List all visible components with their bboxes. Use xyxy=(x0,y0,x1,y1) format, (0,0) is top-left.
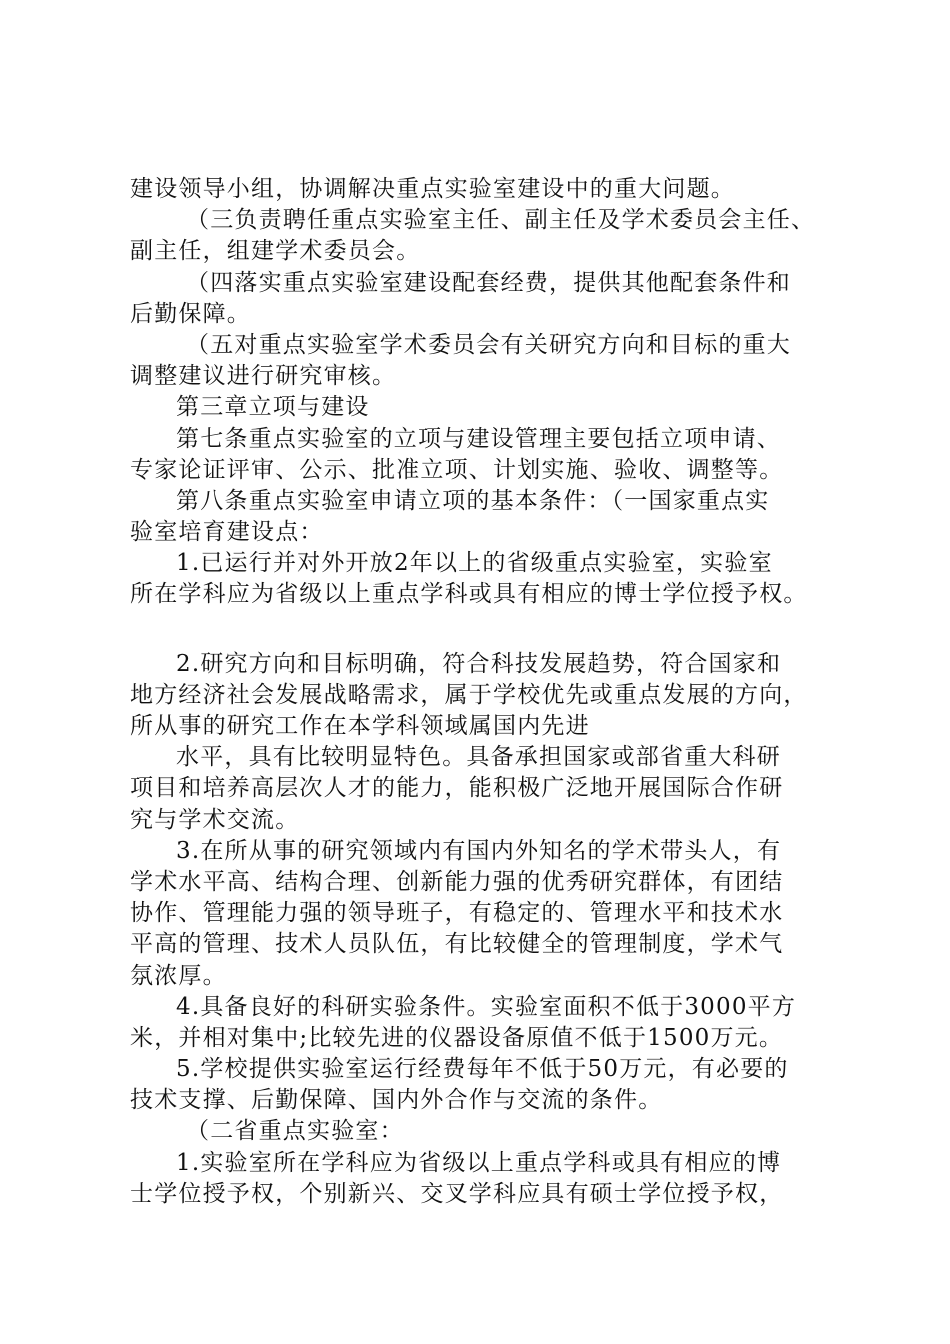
text-line: 1.实验室所在学科应为省级以上重点学科或具有相应的博 xyxy=(176,1149,782,1176)
text-line: 项目和培养高层次人才的能力，能积极广泛地开展国际合作研 xyxy=(130,775,784,802)
chapter-heading: 第三章立项与建设 xyxy=(176,394,370,421)
text-line: 第七条重点实验室的立项与建设管理主要包括立项申请、 xyxy=(176,425,781,452)
text-line: 士学位授予权，个别新兴、交叉学科应具有硕士学位授予权， xyxy=(130,1180,784,1207)
text-line: 究与学术交流。 xyxy=(130,806,300,833)
text-line: 地方经济社会发展战略需求，属于学校优先或重点发展的方向， xyxy=(130,681,808,708)
text-line: 学术水平高、结构合理、创新能力强的优秀研究群体，有团结 xyxy=(130,868,784,895)
text-line: 平高的管理、技术人员队伍，有比较健全的管理制度，学术气 xyxy=(130,931,784,958)
text-line: 协作、管理能力强的领导班子，有稳定的、管理水平和技术水 xyxy=(130,900,784,927)
text-line: 2.研究方向和目标明确，符合科技发展趋势，符合国家和 xyxy=(176,650,782,677)
document-body xyxy=(130,174,850,1210)
text-line: 4.具备良好的科研实验条件。实验室面积不低于3000平方 xyxy=(176,993,797,1020)
text-line: 后勤保障。 xyxy=(130,300,251,327)
text-line: （二省重点实验室： xyxy=(186,1118,404,1145)
text-line: 技术支撑、后勤保障、国内外合作与交流的条件。 xyxy=(130,1087,663,1114)
text-line: 调整建议进行研究审核。 xyxy=(130,363,397,390)
text-line: （三负责聘任重点实验室主任、副主任及学术委员会主任、 xyxy=(186,207,816,234)
text-line: （五对重点实验室学术委员会有关研究方向和目标的重大 xyxy=(186,331,791,358)
text-line: 5.学校提供实验室运行经费每年不低于50万元，有必要的 xyxy=(176,1056,789,1083)
text-line: 专家论证评审、公示、批准立项、计划实施、验收、调整等。 xyxy=(130,456,784,483)
text-line: 第八条重点实验室申请立项的基本条件：（一国家重点实 xyxy=(176,487,770,514)
text-line: 所从事的研究工作在本学科领域属国内先进 xyxy=(130,713,590,739)
text-line: 建设领导小组，协调解决重点实验室建设中的重大问题。 xyxy=(130,176,735,202)
text-line: 米，并相对集中;比较先进的仪器设备原值不低于1500万元。 xyxy=(130,1024,784,1051)
text-line: 1.已运行并对外开放2年以上的省级重点实验室，实验室 xyxy=(176,550,773,577)
text-line: 氛浓厚。 xyxy=(130,962,227,989)
paragraph-gap xyxy=(130,611,850,649)
text-line: 水平，具有比较明显特色。具备承担国家或部省重大科研 xyxy=(176,744,781,771)
text-line: （四落实重点实验室建设配套经费，提供其他配套条件和 xyxy=(186,269,791,296)
text-line: 副主任，组建学术委员会。 xyxy=(130,238,421,265)
text-line: 3.在所从事的研究领域内有国内外知名的学术带头人，有 xyxy=(176,837,782,864)
text-line: 验室培育建设点： xyxy=(130,519,324,546)
text-line: 所在学科应为省级以上重点学科或具有相应的博士学位授予权。 xyxy=(130,581,808,608)
